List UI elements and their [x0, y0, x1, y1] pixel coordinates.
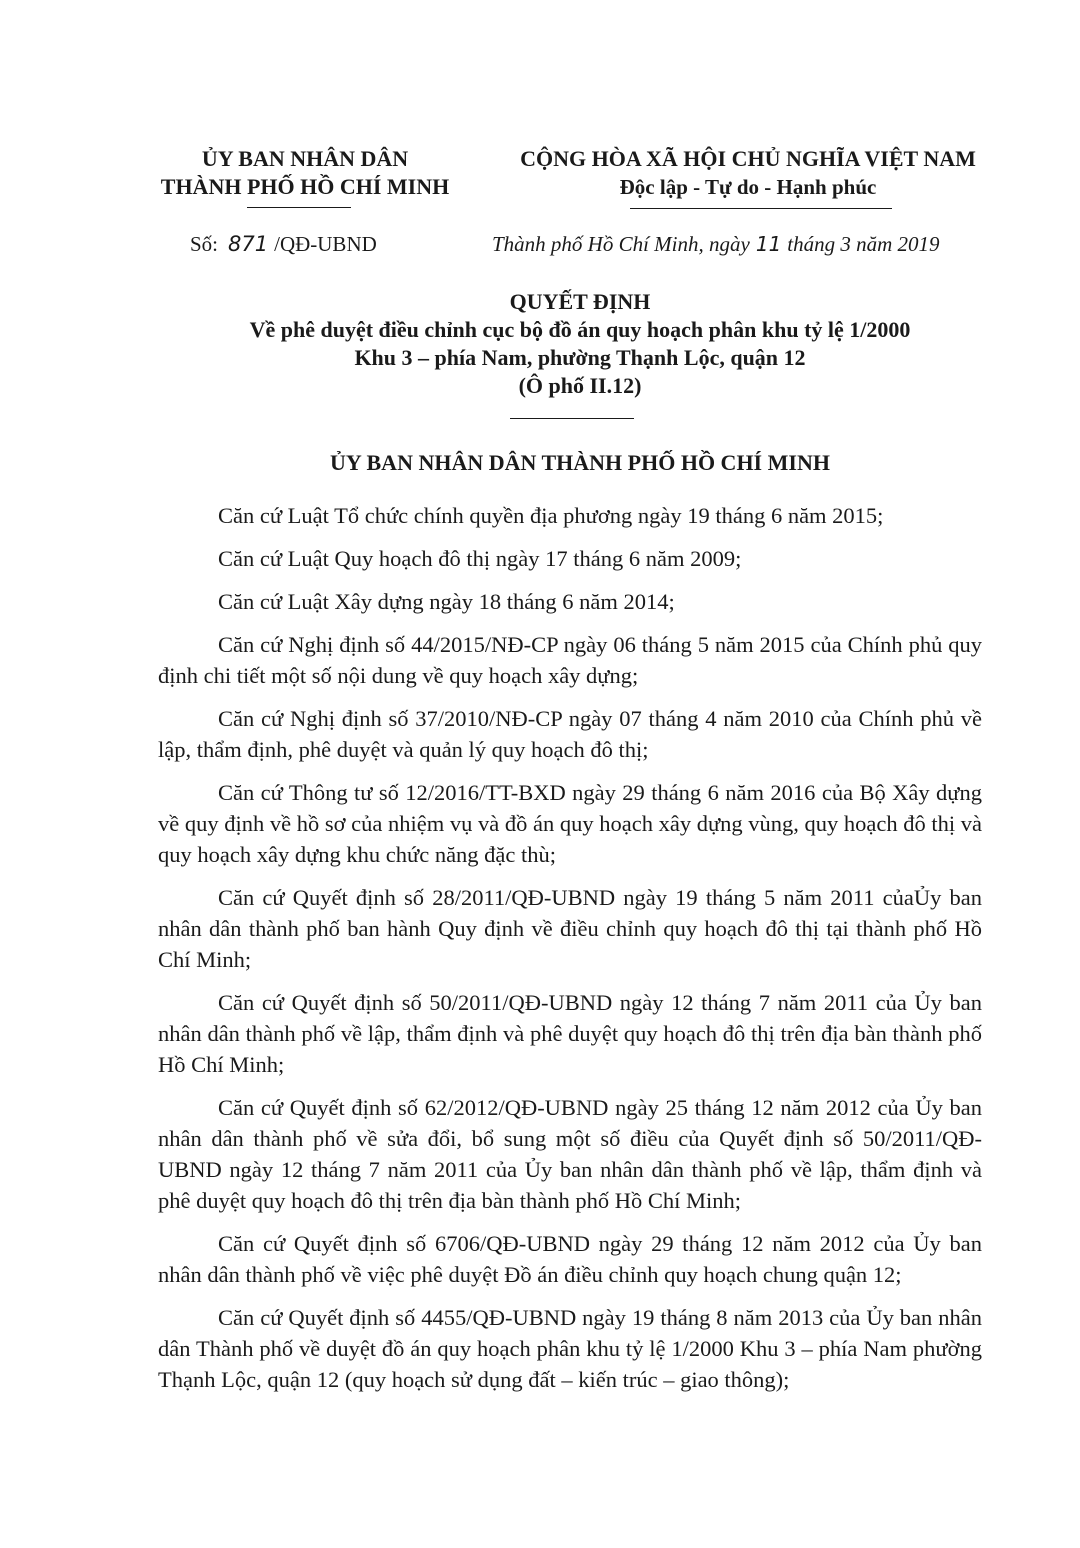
committee-heading: ỦY BAN NHÂN DÂN THÀNH PHỐ HỒ CHÍ MINH: [330, 450, 830, 475]
legal-basis-paragraph: Căn cứ Quyết định số 28/2011/QĐ-UBND ngày 19 tháng 5 năm 2011 củaỦy ban nhân dân thành phố ban hành Quy định về điều chỉnh quy hoạch đô thị tại thành phố Hồ Chí Minh;: [158, 885, 982, 972]
authority-line-1: ỦY BAN NHÂN DÂN: [201, 146, 409, 171]
legal-basis-paragraph: Căn cứ Thông tư số 12/2016/TT-BXD ngày 29 tháng 6 năm 2016 của Bộ Xây dựng về quy định về hồ sơ của nhiệm vụ và đồ án quy hoạch xây dựng vùng, quy hoạch đô thị và quy hoạch xây dựng khu chức năng đặc thù;: [158, 780, 982, 867]
decision-subject-line-1: Về phê duyệt điều chỉnh cục bộ đồ án quy hoạch phân khu tỷ lệ 1/2000: [249, 317, 911, 342]
legal-basis-paragraph: Căn cứ Quyết định số 4455/QĐ-UBND ngày 19 tháng 8 năm 2013 của Ủy ban nhân dân Thành phố về duyệt đồ án quy hoạch phân khu tỷ lệ 1/2000 Khu 3 – phía Nam phường Thạnh Lộc, quận 12 (quy hoạch sử dụng đất – kiến trúc – giao thông);: [158, 1305, 982, 1392]
date-before: Thành phố Hồ Chí Minh, ngày: [492, 232, 750, 256]
motto-underline: [630, 208, 892, 209]
legal-basis-paragraph: Căn cứ Quyết định số 62/2012/QĐ-UBND ngày 25 tháng 12 năm 2012 của Ủy ban nhân dân thành phố về sửa đổi, bổ sung một số điều của Quyết định số 50/2011/QĐ-UBND ngày 12 tháng 7 năm 2011 của Ủy ban nhân dân thành phố về lập, thẩm định và phê duyệt quy hoạch đô thị trên địa bàn thành phố Hồ Chí Minh;: [158, 1095, 982, 1213]
legal-basis-list: [158, 500, 982, 1407]
legal-basis-paragraph: Căn cứ Nghị định số 44/2015/NĐ-CP ngày 06 tháng 5 năm 2015 của Chính phủ quy định chi tiết một số nội dung về quy hoạch xây dựng;: [158, 632, 982, 688]
handwritten-day: 11: [755, 232, 782, 256]
issuing-authority: [140, 145, 470, 201]
national-header: [478, 145, 1018, 201]
authority-underline: [247, 207, 351, 208]
legal-basis-paragraph: Căn cứ Luật Quy hoạch đô thị ngày 17 tháng 6 năm 2009;: [218, 546, 742, 571]
decision-subject-line-2: Khu 3 – phía Nam, phường Thạnh Lộc, quận 12: [354, 345, 806, 370]
legal-basis-paragraph: Căn cứ Quyết định số 50/2011/QĐ-UBND ngày 12 tháng 7 năm 2011 của Ủy ban nhân dân thành phố về lập, thẩm định và phê duyệt quy hoạch đô thị trên địa bàn thành phố Hồ Chí Minh;: [158, 990, 982, 1077]
legal-basis-paragraph: Căn cứ Quyết định số 6706/QĐ-UBND ngày 29 tháng 12 năm 2012 của Ủy ban nhân dân thành phố về việc phê duyệt Đồ án điều chỉnh quy hoạch chung quận 12;: [158, 1231, 982, 1287]
handwritten-number: 871: [228, 232, 269, 256]
number-prefix: Số:: [190, 232, 219, 256]
legal-basis-paragraph: Căn cứ Nghị định số 37/2010/NĐ-CP ngày 07 tháng 4 năm 2010 của Chính phủ về lập, thẩm định, phê duyệt và quản lý quy hoạch đô thị;: [158, 706, 982, 762]
decision-heading: QUYẾT ĐỊNH: [509, 289, 651, 314]
authority-line-2: THÀNH PHỐ HỒ CHÍ MINH: [160, 174, 450, 199]
national-title: CỘNG HÒA XÃ HỘI CHỦ NGHĨA VIỆT NAM: [520, 146, 976, 171]
national-motto: Độc lập - Tự do - Hạnh phúc: [619, 175, 877, 199]
number-suffix: /QĐ-UBND: [274, 232, 377, 256]
date-after: tháng 3 năm 2019: [787, 232, 940, 256]
legal-basis-paragraph: Căn cứ Luật Xây dựng ngày 18 tháng 6 năm 2014;: [218, 589, 675, 614]
legal-basis-paragraph: Căn cứ Luật Tổ chức chính quyền địa phương ngày 19 tháng 6 năm 2015;: [218, 503, 884, 528]
title-underline: [510, 418, 634, 419]
decision-subject-line-3: (Ô phố II.12): [518, 373, 642, 398]
decision-title: [100, 288, 1060, 400]
place-date: [492, 232, 940, 257]
document-number: [190, 232, 377, 257]
